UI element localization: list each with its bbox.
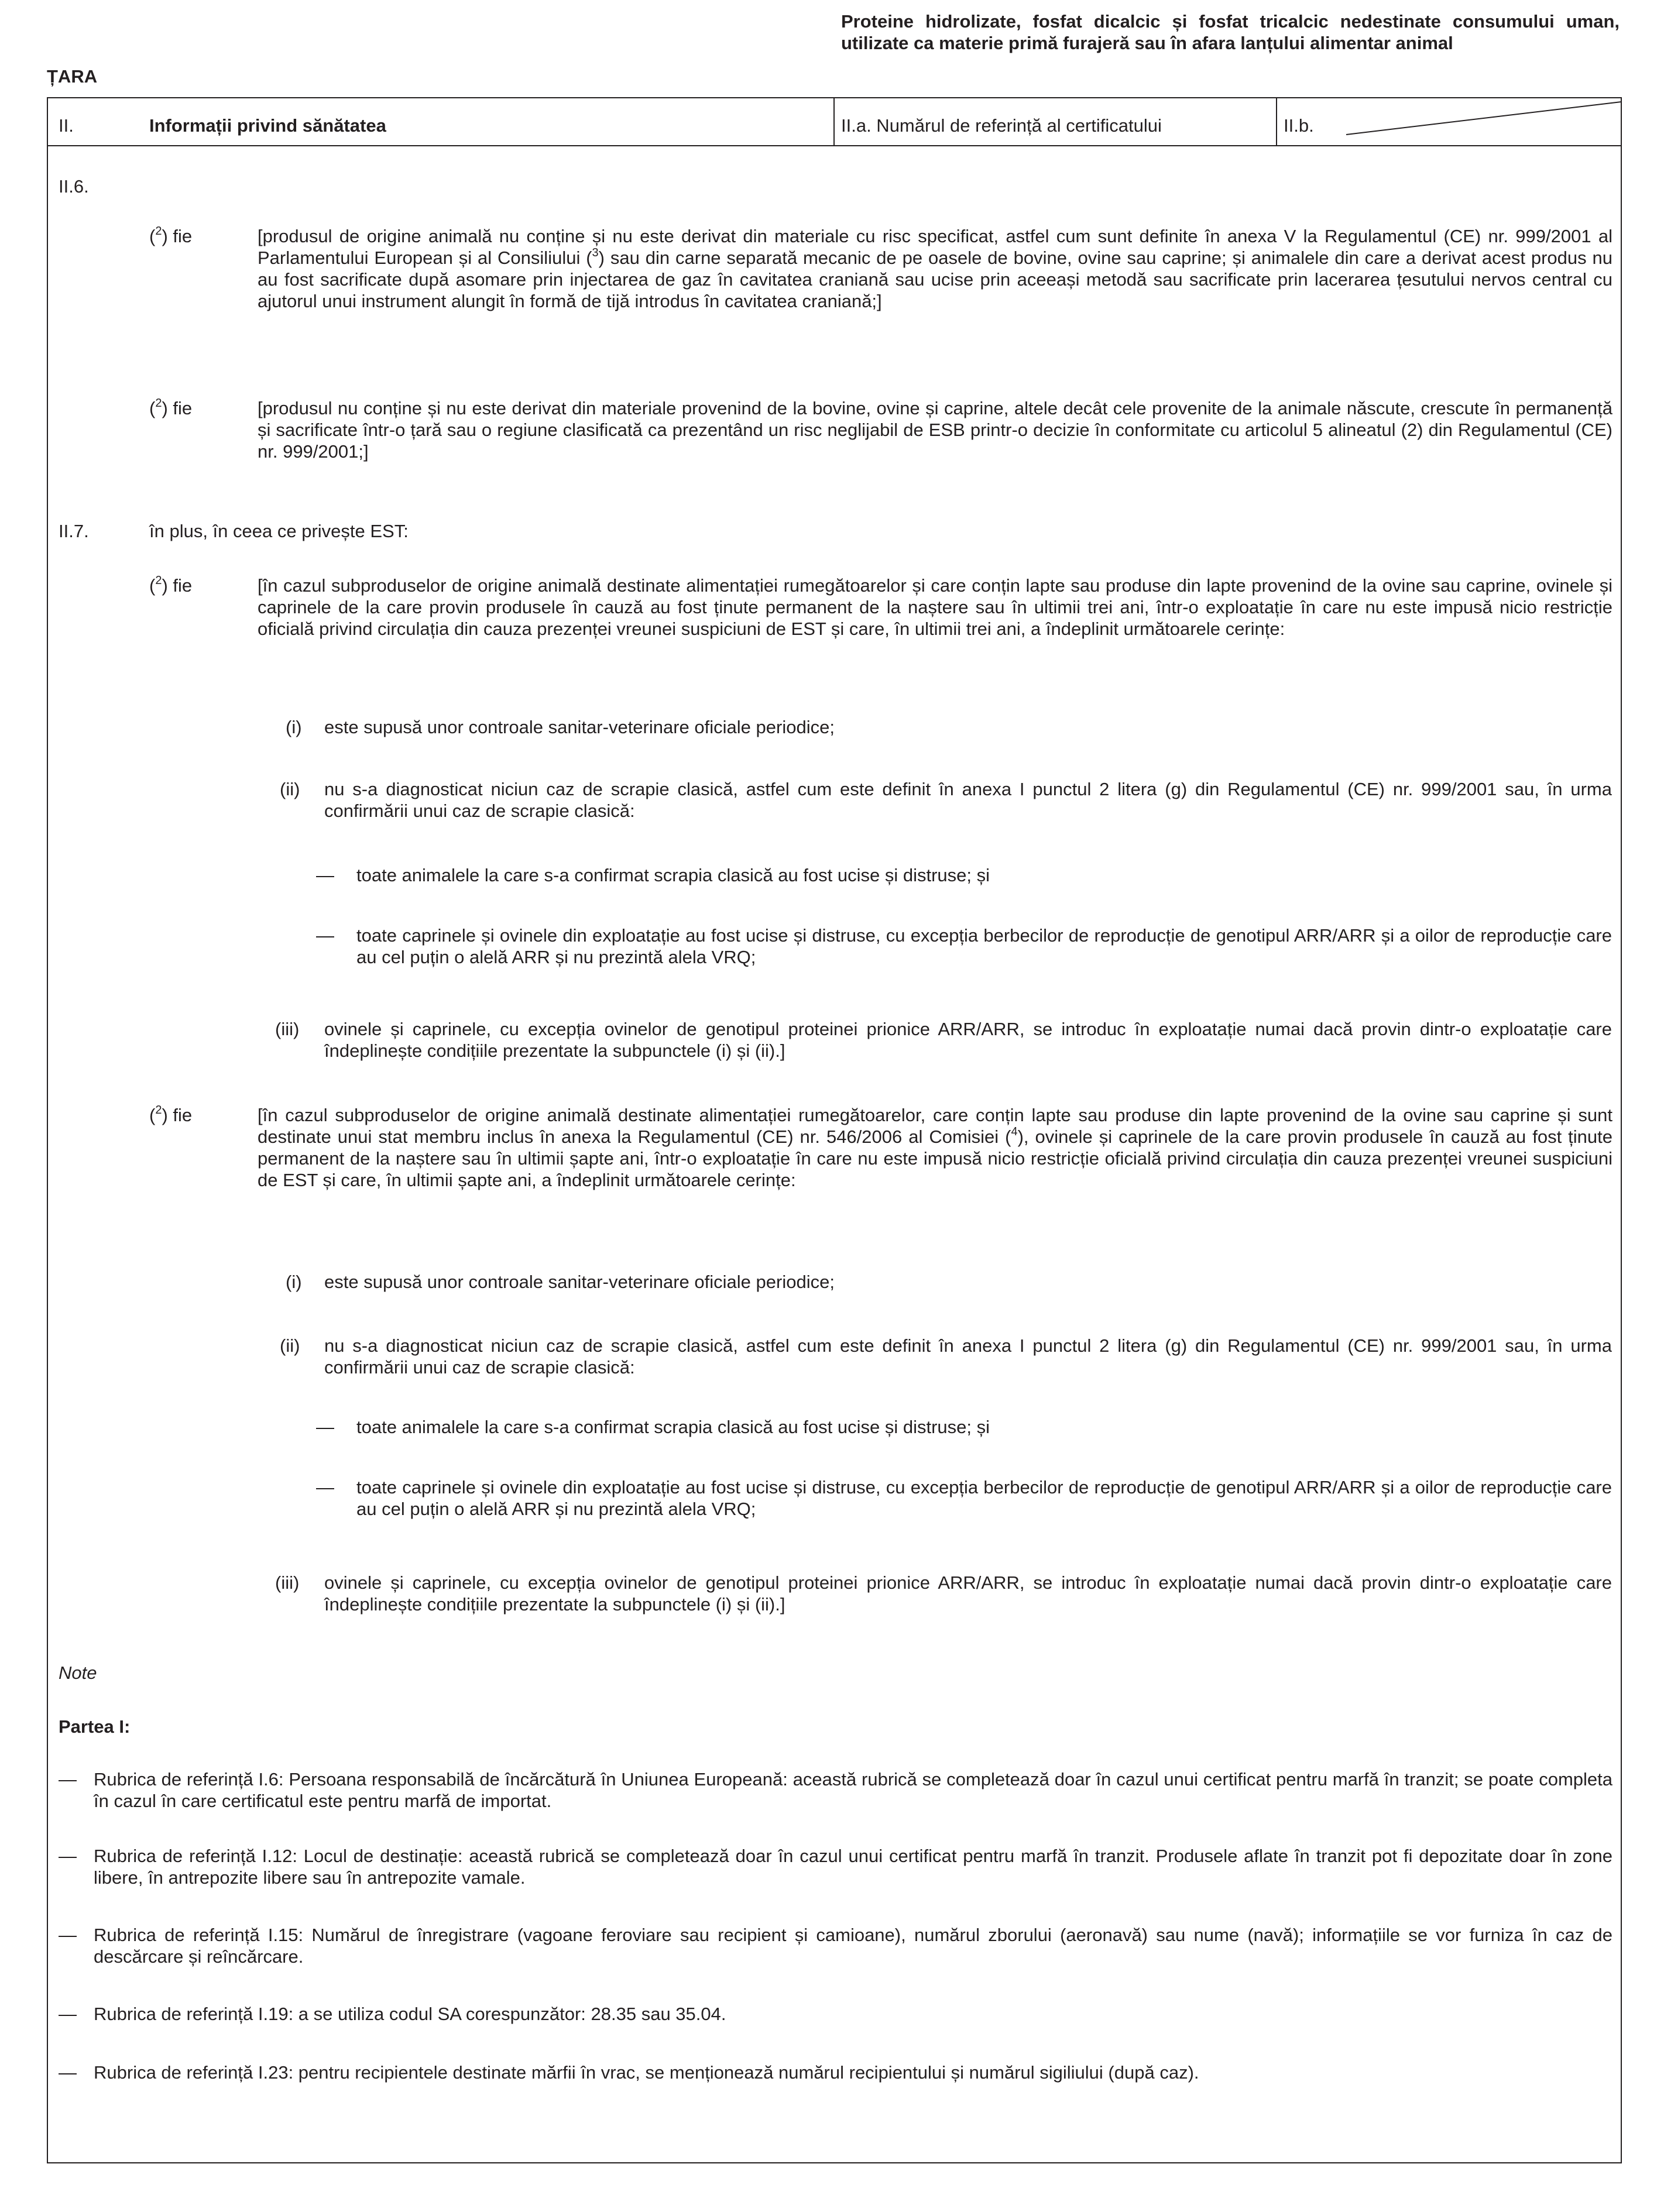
ii7-a-iii-label: (iii) [275,1019,300,1039]
note-item-4: Rubrica de referință I.19: a se utiliza codul SA corespunzător: 28.35 sau 35.04. [94,2004,726,2024]
ii6-item2-text: [produsul nu conține și nu este derivat din materiale provenind de la bovine, ovine și caprine, altele decât cele provenite de la animale născute, crescute în permanență și sacrificate într-o țară sau o regiune clasificată ca prezentând un risc neglijabil de ESB printr-o decizie în conformitate cu articolul 5 alineatul (2) din Regulamentul (CE) nr. 999/2001;] [258,398,1612,462]
section-ii6-number: II.6. [59,176,89,197]
reference-b-label: II.b. [1284,115,1314,136]
section-ii7-intro: în plus, în ceea ce privește EST: [149,521,409,541]
ii7-b-dash2-mark: — [316,1477,334,1497]
ii7-b-dash2-text: toate caprinele și ovinele din exploatație au fost ucise și distruse, cu excepția berbecilor de reproducție de genotipul ARR/ARR și a oilor de reproducție care au cel puțin o alelă ARR și nu prezintă alela VRQ; [356,1477,1612,1519]
note5-dash: — [59,2062,77,2083]
ii7-b-i-label: (i) [286,1272,302,1292]
ii6-item1-label: ($^2$) fie [149,224,193,246]
ii6-item1-text: [produsul de origine animală nu conține și nu este derivat din materiale cu risc specificat, astfel cum sunt definite în anexa V la Regulamentul (CE) nr. 999/2001 al Parlamentului European și al Consiliului ($^3$) sau din carne separată mecanic de pe oasele de bovine, ovine sau caprine; și animalele din care a derivat acest produs nu au fost sacrificate după asomare prin injectarea de gaz în cavitatea craniană sau ucise prin aceeași metodă sau sacrificate prin lacerarea țesutului nervos central cu ajutorul unui instrument alungit în formă de tijă introdus în cavitatea craniană;] [258,226,1612,311]
note-item-1: Rubrica de referință I.6: Persoana responsabilă de încărcătură în Uniunea Europeană: această rubrică se completează doar în cazul unui certificat pentru marfă în tranzit; se poate completa în cazul în care certificatul este pentru marfă de importat. [94,1769,1612,1811]
ii7-b-ii-text: nu s-a diagnosticat niciun caz de scrapie clasică, astfel cum este definit în anexa I punctul 2 litera (g) din Regulamentul (CE) nr. 999/2001 sau, în urma confirmării unui caz de scrapie clasică: [324,1335,1612,1378]
ii7-b-iii-label: (iii) [275,1572,300,1593]
ii7-a-dash1-text: toate animalele la care s-a confirmat scrapia clasică au fost ucise și distruse; și [356,865,990,885]
header-sep-1 [833,97,835,146]
ii7-b-text: [în cazul subproduselor de origine animală destinate alimentației rumegătoarelor, care conțin lapte sau produse din lapte provenind de la ovine sau caprine și sunt destinate unui stat membru inclus în anexa la Regulamentul (CE) nr. 546/2006 al Comisiei ($^4$), ovinele și caprinele de la care provin produsele în cauză au fost ținute permanent de la naștere sau în ultimii șapte ani, într-o exploatație în care nu este impusă nicio restricție oficială privind circulația din cauza prezenței vreunei suspiciuni de EST și care, în ultimii șapte ani, a îndeplinit următoarele cerințe: [258,1105,1612,1190]
ii6-item2-label: ($^2$) fie [149,396,193,418]
ii7-b-dash1-text: toate animalele la care s-a confirmat scrapia clasică au fost ucise și distruse; și [356,1417,990,1437]
notes-part-title: Partea I: [59,1716,131,1737]
section-title: Informații privind sănătatea [149,115,386,136]
ii7-a-dash2-mark: — [316,925,334,946]
document-title: Proteine hidrolizate, fosfat dicalcic și fosfat tricalcic nedestinate consumului uman, utilizate ca materie primă furajeră sau în afara lanțului alimentar animal [841,11,1620,53]
ii7-b-label: ($^2$) fie [149,1103,193,1125]
notes-label: Note [59,1663,97,1683]
ii7-b-ii-label: (ii) [280,1335,300,1356]
diagonal-strike [1346,97,1621,146]
ii7-a-iii-text: ovinele și caprinele, cu excepția ovinelor de genotipul proteinei prionice ARR/ARR, se introduc în exploatație numai dacă provin dintr-o exploatație care îndeplinește condițiile prezentate la subpunctele (i) și (ii).] [324,1019,1612,1061]
note1-dash: — [59,1769,77,1789]
ii7-a-i-label: (i) [286,717,302,737]
header-sep-2 [1276,97,1277,146]
ii7-b-iii-text: ovinele și caprinele, cu excepția ovinelor de genotipul proteinei prionice ARR/ARR, se introduc în exploatație numai dacă provin dintr-o exploatație care îndeplinește condițiile prezentate la subpunctele (i) și (ii).] [324,1572,1612,1615]
note3-dash: — [59,1925,77,1945]
ii7-a-i-text: este supusă unor controale sanitar-veterinare oficiale periodice; [324,717,835,737]
certificate-reference-label: II.a. Numărul de referință al certificatului [841,115,1162,136]
ii7-a-label: ($^2$) fie [149,573,193,596]
ii7-b-dash1-mark: — [316,1417,334,1437]
ii7-a-dash2-text: toate caprinele și ovinele din exploatație au fost ucise și distruse, cu excepția berbecilor de reproducție de genotipul ARR/ARR și a oilor de reproducție care au cel puțin o alelă ARR și nu prezintă alela VRQ; [356,925,1612,967]
note-item-5: Rubrica de referință I.23: pentru recipientele destinate mărfii în vrac, se menționează numărul recipientului și numărul sigiliului (după caz). [94,2062,1199,2083]
section-number: II. [59,115,74,136]
note4-dash: — [59,2004,77,2024]
note-item-3: Rubrica de referință I.15: Numărul de înregistrare (vagoane feroviare sau recipient și camioane), numărul zborului (aeronavă) sau nume (navă); informațiile se vor furniza în caz de descărcare și reîncărcare. [94,1925,1612,1967]
ii7-a-ii-label: (ii) [280,779,300,799]
section-ii7-number: II.7. [59,521,89,541]
ii7-b-i-text: este supusă unor controale sanitar-veterinare oficiale periodice; [324,1272,835,1292]
ii7-a-ii-text: nu s-a diagnosticat niciun caz de scrapie clasică, astfel cum este definit în anexa I punctul 2 litera (g) din Regulamentul (CE) nr. 999/2001 sau, în urma confirmării unui caz de scrapie clasică: [324,779,1612,821]
ii7-a-text: [în cazul subproduselor de origine animală destinate alimentației rumegătoarelor și care conțin lapte sau produse din lapte provenind de la ovine sau caprine, ovinele și caprinele de la care provin produsele în cauză au fost ținute permanent de la naștere sau în ultimii trei ani, într-o exploatație în care nu este impusă nicio restricție oficială privind circulația din cauza prezenței vreunei suspiciuni de EST și care, în ultimii trei ani, a îndeplinit următoarele cerințe: [258,575,1612,639]
note-item-2: Rubrica de referință I.12: Locul de destinație: această rubrică se completează doar în cazul unui certificat pentru marfă în tranzit. Produsele aflate în tranzit pot fi depozitate doar în zone libere, în antrepozite libere sau în antrepozite vamale. [94,1846,1612,1888]
country-label: ȚARA [47,66,98,87]
ii7-a-dash1-mark: — [316,865,334,885]
note2-dash: — [59,1846,77,1866]
